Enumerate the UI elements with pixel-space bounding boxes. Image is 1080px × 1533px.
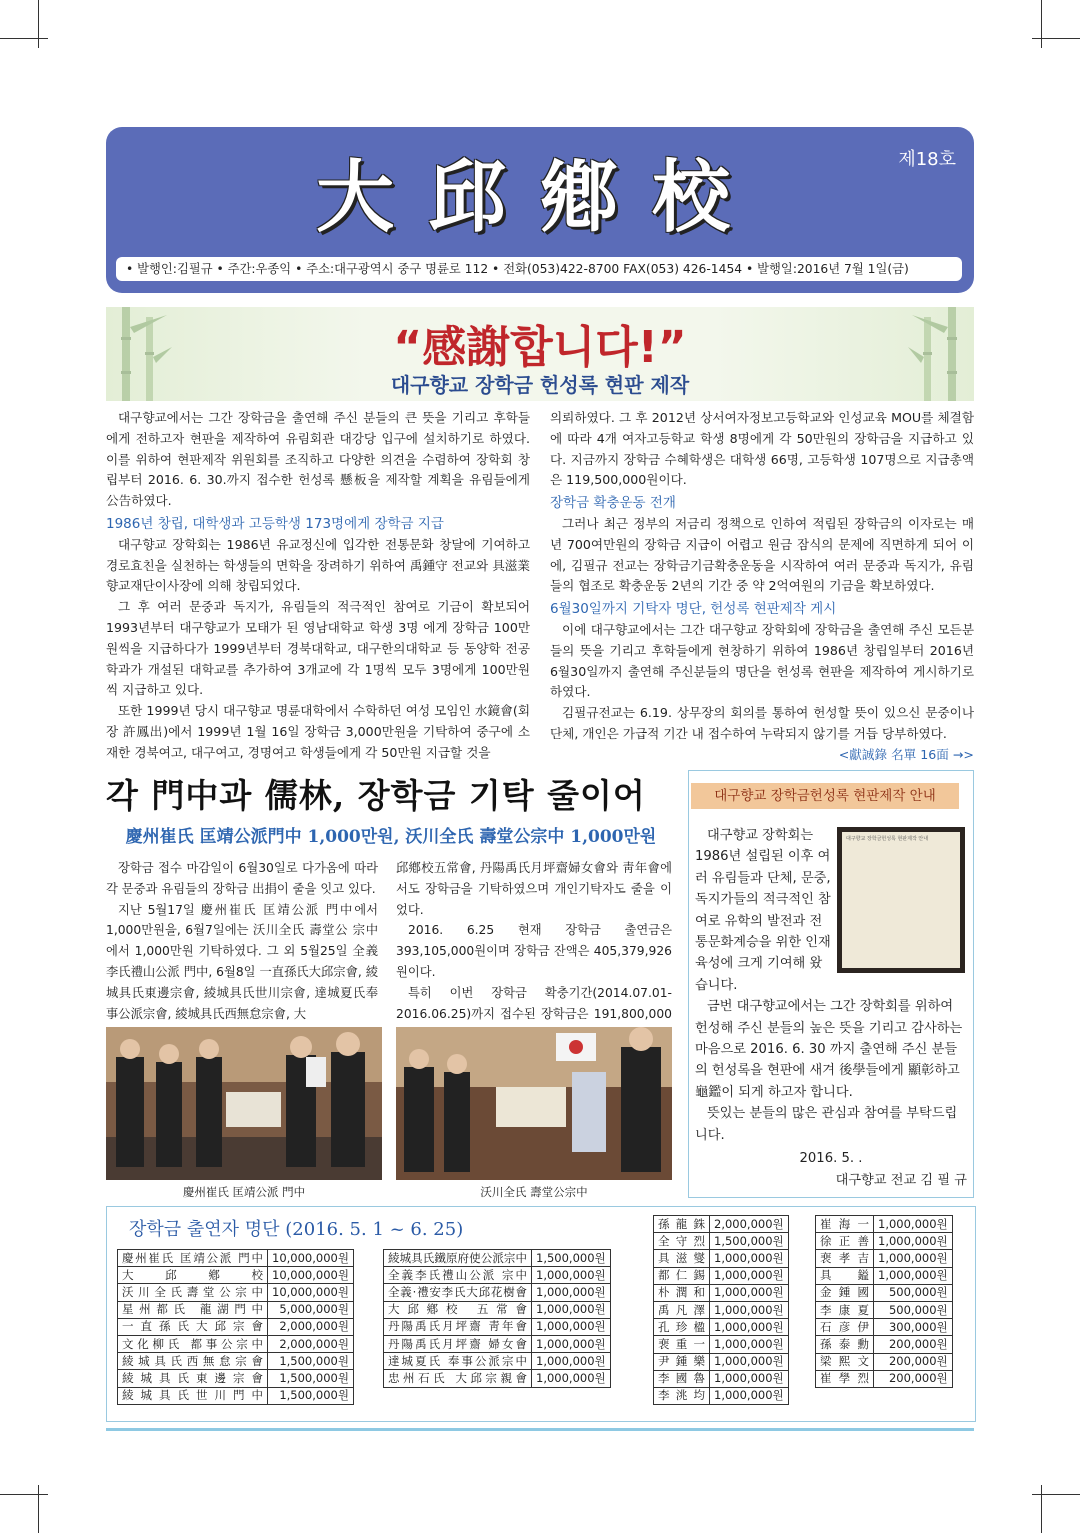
donor-name: 梁熙文 [816,1353,874,1370]
donor-name: 孫龍銖 [654,1216,710,1233]
notice-date: 2016. 5. . [799,1151,863,1167]
table-row [384,1335,611,1352]
article2-title: 각 門中과 儒林, 장학금 기탁 줄이어 [106,776,646,815]
donor-amount: 1,000,000원 [710,1387,789,1404]
article2-column-right [396,858,672,1045]
paragraph: 대구향교 장학회는 1986년 유교정신에 입각한 전통문화 창달에 기여하고 경로효친을 실천하는 학생들의 면학을 장려하기 위하여 禹鍾守 전교와 具滋業 향교재단이사장에 의해 창립되었다. [106,536,530,594]
paragraph: 대구향교에서는 그간 장학금을 출연해 주신 분들의 큰 뜻을 기리고 후학들에게 전하고자 현판을 제작하여 유림회관 대강당 입구에 설치하기로 하였다. 이를 위하여 현판제작 위원회를 조직하고 다양한 의견을 수렴하여 장학회 창립부터 2016. 6. 30.까지 접수한 헌성록 懸板을 제작할 계획을 유림들에게 公告하였다. [106,410,530,509]
donor-name: 尹鍾樂 [654,1353,710,1370]
headline: “感謝합니다!” [393,322,687,373]
donor-name: 丹陽禹氏月坪齋 婦女會 [384,1335,532,1352]
donor-table-2 [383,1249,611,1388]
publication-info: • 발행인:김필규 • 주간:우종익 • 주소:대구광역시 중구 명륜로 112 • 전화(053)422-8700 FAX(053) 426-1454 • 발행일:2016년 7월 1일(금) [116,257,962,281]
donor-name: 孫泰勳 [816,1336,874,1353]
crop-mark [38,1485,39,1533]
donor-name: 沃川全氏壽堂公宗中 [118,1284,268,1301]
article2-subtitle: 慶州崔氏 匡靖公派門中 1,000만원, 沃川全氏 壽堂公宗中 1,000만원 [125,827,657,847]
table-row [384,1370,611,1387]
donor-name: 石彦伊 [816,1319,874,1336]
table-row [118,1250,354,1267]
crop-mark [1032,1494,1080,1495]
donor-amount: 1,000,000원 [710,1353,789,1370]
article-column-left [106,408,530,764]
donor-amount: 500,000원 [874,1284,953,1301]
donor-name: 綾城具氏西無怠宗會 [118,1353,268,1370]
notice-body [695,825,967,1191]
donor-name: 禹凡澤 [654,1301,710,1318]
table-row [816,1301,953,1318]
crop-mark [0,1494,48,1495]
donor-table-3 [653,1215,789,1405]
photo-caption: 沃川全氏 壽堂公宗中 [480,1185,588,1199]
table-row [654,1250,789,1267]
masthead [106,127,974,293]
paragraph: 장학금 접수 마감일이 6월30일로 다가옴에 따라 각 문중과 유림들의 장학금 出捐이 줄을 잇고 있다. [106,861,378,896]
paragraph: 또한 1999년 당시 대구향교 명륜대학에서 수학하던 여성 모임인 水鏡會(회장 許鳳出)에서 1999년 1월 16일 장학금 3,000만원을 기탁하여 중구에 소재한 경북여고, 대구여고, 경명여고 학생들에게 각 50만원 지급할 것을 [106,703,530,760]
paragraph: 2016. 6.25 현재 장학금 출연금은 393,105,000원이며 장학금 잔액은 405,379,926원이다. [396,923,672,979]
donor-amount: 10,000,000원 [268,1284,354,1301]
section-heading: 장학금 확충운동 전개 [550,495,676,512]
donor-list-title: 장학금 출연자 명단 (2016. 5. 1 ~ 6. 25) [129,1219,464,1240]
table-row [118,1318,354,1335]
donor-amount: 1,000,000원 [710,1301,789,1318]
donor-name: 李洮均 [654,1387,710,1404]
donor-table-4 [815,1215,953,1388]
table-row [654,1284,789,1301]
paragraph: 이에 대구향교에서는 그간 대구향교 장학회에 장학금을 출연해 주신 모든분들의 뜻을 기리고 후학들에게 현창하기 위하여 1986년 창립일부터 2016년 6월30일까지 출연해 주신분들의 명단을 헌성록 현판을 제작하여 게시하기로 하였다. [550,621,974,700]
donor-name: 星州都氏 龍湖門中 [118,1301,268,1318]
issue-number: 제18호 [898,149,956,170]
donor-amount: 1,500,000원 [710,1233,789,1250]
donor-amount: 1,000,000원 [532,1353,611,1370]
donor-name: 孔珍楹 [654,1319,710,1336]
table-row [654,1353,789,1370]
table-row [816,1284,953,1301]
newspaper-title: 大邱鄕校 [315,152,764,243]
table-row [118,1301,354,1318]
table-row [118,1267,354,1284]
article2-column-left [106,858,378,1024]
ceremony-photo-icon [106,1027,382,1180]
donor-amount: 2,000,000원 [268,1318,354,1335]
donor-amount: 1,000,000원 [874,1250,953,1267]
paragraph: 의뢰하였다. 그 후 2012년 상서여자정보고등학교와 인성교육 MOU를 체결함에 따라 4개 여자고등학교 학생 8명에게 각 50만원의 장학금을 지급하고 있다. 지금까지 장학금 수혜학생은 대학생 66명, 고등학생 107명으로 지급총액은 119,500,000원이다. [550,410,974,488]
table-row [118,1353,354,1370]
article-column-right [550,408,974,766]
headline-banner [106,307,974,401]
donor-amount: 1,000,000원 [710,1336,789,1353]
table-row [118,1370,354,1387]
donor-amount: 2,000,000원 [268,1335,354,1352]
donor-name: 慶州崔氏 匡靖公派 門中 [118,1250,268,1267]
table-row [384,1318,611,1335]
donor-name: 全守烈 [654,1233,710,1250]
section-heading: 6월30일까지 기탁자 명단, 헌성록 현판제작 게시 [550,601,837,618]
photo-ceremony-2 [396,1027,672,1180]
donor-list-box [106,1206,976,1422]
donor-amount: 1,000,000원 [874,1267,953,1284]
paragraph: 특히 이번 장학금 확충기간(2014.07.01-2016.06.25)까지 접수된 장학금은 191,800,000 [396,985,672,1021]
paragraph: 그 후 여러 문중과 독지가, 유림들의 적극적인 참여로 기금이 확보되어 1993년부터 대구향교가 모태가 된 영남대학교 학생 3명 에게 장학금 100만원씩을 지급하다가 1999년부터 경북대학교, 대구한의대학교 등 동양학 전공학과가 개설된 대학교를 추가하여 3개교에 각 1명씩 모두 3명에게 100만원씩 지급하고 있다. [106,599,530,698]
table-row [654,1301,789,1318]
notice-paragraph: 대구향교 장학회는 1986년 설립된 이후 여러 유림들과 단체, 문중, 독지가들의 적극적인 참여로 유학의 발전과 전통문화계승을 위한 인재 육성에 크게 기여해 왔습니다. [695,828,831,993]
donor-name: 綾城具氏東邊宗會 [118,1370,268,1387]
donor-name: 李國魯 [654,1370,710,1387]
ceremony-photo-icon [396,1027,672,1180]
table-row [118,1387,354,1404]
donor-amount: 200,000원 [874,1370,953,1387]
donor-name: 崔學烈 [816,1370,874,1387]
donor-amount: 1,500,000원 [268,1353,354,1370]
donor-name: 具滋燮 [654,1250,710,1267]
donor-name: 崔海一 [816,1216,874,1233]
table-row [384,1250,611,1267]
donor-amount: 200,000원 [874,1336,953,1353]
paragraph: 지난 5월17일 慶州崔氏 匡靖公派 門中에서 1,000만원을, 6월7일에는 沃川全氏 壽堂公 宗中에서 1,000만원 기탁하였다. 그 외 5월25일 全義李氏禮山公派 門中, 6월8일 一直孫氏大邱宗會, 綾城具氏東邊宗會, 綾城具氏世川宗會, 達城夏氏奉事公派宗會, 綾城具氏西無怠宗會, 大 [106,902,378,1021]
donor-name: 達城夏氏 奉事公派宗中 [384,1353,532,1370]
table-row [654,1267,789,1284]
donor-name: 徐正善 [816,1233,874,1250]
donor-table-1 [117,1249,354,1405]
paragraph: 김필규전교는 6.19. 상무장의 회의를 통하여 헌성할 뜻이 있으신 문중이나 단체, 개인은 가급적 기간 내 접수하여 누락되지 않기를 거듭 당부하였다. [550,705,974,741]
donor-amount: 1,000,000원 [532,1318,611,1335]
table-row [384,1301,611,1318]
donor-amount: 1,000,000원 [710,1250,789,1267]
notice-title: 대구향교 장학금헌성록 현판제작 안내 [691,783,959,809]
donor-name: 朴潤和 [654,1284,710,1301]
photo-ceremony-1 [106,1027,382,1180]
table-row [816,1370,953,1387]
donor-name: 丹陽禹氏月坪齋 靑年會 [384,1318,532,1335]
table-row [118,1335,354,1352]
table-row [816,1216,953,1233]
table-row [384,1353,611,1370]
section-heading: 1986년 창립, 대학생과 고등학생 173명에게 장학금 지급 [106,515,444,532]
donor-amount: 1,500,000원 [268,1387,354,1404]
page-reference: <獻誠錄 名單 16面 →> [838,746,974,762]
paragraph: 邱鄕校五常會, 丹陽禹氏月坪齋婦女會와 靑年會에서도 장학금을 기탁하였으며 개인기탁자도 줄을 이었다. [396,861,672,917]
notice-signature: 대구향교 전교 김 필 규 [835,1172,967,1188]
crop-mark [0,38,48,39]
donor-amount: 300,000원 [874,1319,953,1336]
donor-amount: 1,000,000원 [532,1284,611,1301]
photo-caption: 慶州崔氏 匡靖公派 門中 [182,1185,306,1199]
donor-name: 李康夏 [816,1301,874,1318]
donor-amount: 10,000,000원 [268,1250,354,1267]
table-row [654,1370,789,1387]
donor-name: 都仁錫 [654,1267,710,1284]
donor-amount: 1,000,000원 [532,1267,611,1284]
donor-amount: 1,500,000원 [532,1250,611,1267]
table-row [654,1216,789,1233]
notice-board-text: 대구향교 장학금헌성록 현판제작 안내 [842,832,960,968]
donor-amount: 200,000원 [874,1353,953,1370]
donor-amount: 1,000,000원 [532,1301,611,1318]
table-row [118,1284,354,1301]
notice-box [688,770,974,1198]
donor-amount: 2,000,000원 [710,1216,789,1233]
donor-amount: 500,000원 [874,1301,953,1318]
notice-paragraph: 금번 대구향교에서는 그간 장학회를 위하여 헌성해 주신 분들의 높은 뜻을 기리고 감사하는 마음으로 2016. 6. 30 까지 출연해 주신 분들의 헌성록을 현판에 새겨 後學들에게 顯彰하고 龜鑑이 되게 하고자 합니다. [695,999,963,1100]
crop-mark [1041,1485,1042,1533]
table-row [384,1284,611,1301]
donor-amount: 10,000,000원 [268,1267,354,1284]
table-row [654,1387,789,1404]
donor-name: 全義·禮安李氏大邱花樹會 [384,1284,532,1301]
donor-name: 綾城具氏鐵原府使公派宗中 [384,1250,532,1267]
paragraph: 그러나 최근 정부의 저금리 정책으로 인하여 적립된 장학금의 이자로는 매년 700여만원의 장학금 지급이 어렵고 원금 잠식의 문제에 직면하게 되어 이에, 김필규 전교는 장학금기금확충운동을 시작하여 여러 문중과 독지가, 유림들의 협조로 확충운동 2년의 기간 중 약 2억여원의 기금을 확보하였다. [550,515,974,594]
donor-amount: 1,000,000원 [710,1284,789,1301]
donor-name: 全義李氏禮山公派 宗中 [384,1267,532,1284]
donor-amount: 1,000,000원 [874,1233,953,1250]
donor-name: 忠州石氏 大邱宗親會 [384,1370,532,1387]
donor-amount: 1,000,000원 [710,1370,789,1387]
donor-amount: 1,000,000원 [710,1267,789,1284]
crop-mark [1032,38,1080,39]
donor-amount: 5,000,000원 [268,1301,354,1318]
donor-name: 文化柳氏 都事公宗中 [118,1335,268,1352]
bottom-divider [106,1428,974,1431]
crop-mark [38,0,39,48]
table-row [654,1336,789,1353]
donor-name: 大邱鄕校 [118,1267,268,1284]
donor-name: 金鍾國 [816,1284,874,1301]
table-row [654,1233,789,1250]
donor-name: 裵重一 [654,1336,710,1353]
subheadline: 대구향교 장학금 헌성록 현판 제작 [390,373,690,397]
table-row [816,1250,953,1267]
donor-amount: 1,000,000원 [532,1335,611,1352]
donor-name: 綾城具氏世川門中 [118,1387,268,1404]
donor-amount: 1,500,000원 [268,1370,354,1387]
crop-mark [1041,0,1042,48]
table-row [816,1233,953,1250]
table-row [816,1353,953,1370]
donor-name: 大邱鄕校 五常會 [384,1301,532,1318]
donor-name: 裵孝吉 [816,1250,874,1267]
table-row [816,1267,953,1284]
donor-name: 具鎰 [816,1267,874,1284]
table-row [816,1336,953,1353]
table-row [654,1319,789,1336]
notice-paragraph: 뜻있는 분들의 많은 관심과 참여를 부탁드립니다. [695,1106,958,1143]
table-row [384,1267,611,1284]
donor-amount: 1,000,000원 [874,1216,953,1233]
donor-amount: 1,000,000원 [532,1370,611,1387]
table-row [816,1319,953,1336]
donor-name: 一直孫氏大邱宗會 [118,1318,268,1335]
donor-amount: 1,000,000원 [710,1319,789,1336]
